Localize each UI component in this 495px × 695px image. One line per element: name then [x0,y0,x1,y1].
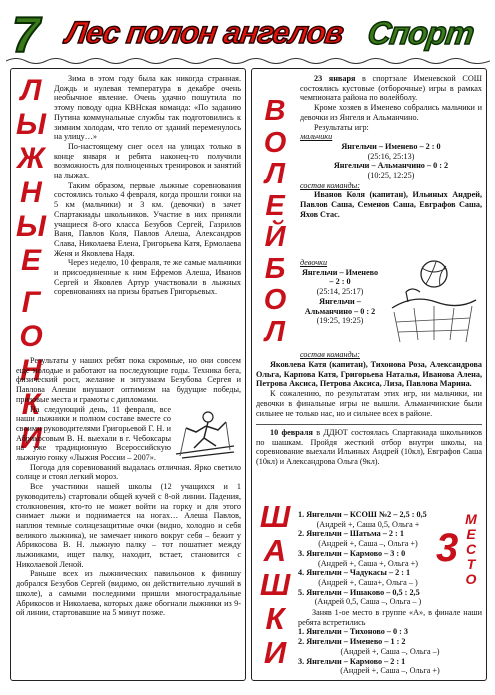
game-detail: (Андрей +, Саша 0,5, Ольга + [316,519,420,529]
volleyball-vertical-heading: В О Л Е Й Б О Л [263,95,287,348]
volleyball-girls-team-text [256,360,482,418]
game-line: 4. Янгельчи – Чадукасы – 2 : 1 [298,568,411,578]
ski-heading-lower: Г О Н К И [19,286,43,455]
volleyball-date: 23 января [314,74,356,83]
results-label: Результаты игр: [314,122,369,132]
ski-text-top [54,74,241,297]
volleyball-intro-2: Кроме хозяев в Именево собрались мальчики и девочки из Янгеля и Альманчино. [300,103,482,122]
girls-game-2: Янгельчи – Альманчино – 0 : 2 [304,296,376,316]
ski-heading-upper: Л Ы Ж Н Ы Е [16,74,46,277]
ski-paragraph: Таким образом, первые лыжные соревнования состоялись только 4 февраля, когда прошли гонки на 5 км (мальчики) и 3 км. (девочки) в зачет Спартакиады школьников. Участие в них приняли учащиеся 8-ого класса Безубов Сергей, Газрилов Ваня, Павлов Коля, Павлов Алеша, Александров Слава, Николаева Елена, Григорьева Катя, Ермолаева Женя и Яковлева Надя. [54,180,241,258]
girls-team: Яковлева Катя (капитан), Тихонова Роза, Александрова Ольга, Карпова Катя, Григорьева Наталья, Иванова Алена, Петрова Аксиса, Петрова Аксиса, Лиза, Павлова Марина. [256,360,482,389]
checkers-intro-text: в ДДЮТ состоялась Спартакиада школьников по шашкам. Пройдя жесткий отбор внутри школы, на соревнование выехали Ильиных Андрей (10кл), Евграфов Саша (10кл) и Александрова Ольга (9кл). [256,428,483,467]
checkers-date: 10 февраля [270,428,313,437]
ski-paragraph: По-настоящему снег осел на улицах только в конце января и ребята наконец-то получили возможность для полноценных тренировок и занятий на лыжах. [54,141,241,181]
checkers-intro [256,428,482,467]
ski-paragraph: Зима в этом году была как никогда странная. Дождь и нулевая температура в декабре очень необычное явление. Очень удачно пошутила по этому поводу одна КВНская команда: «По заданию Путина коммунальные службы так подготовились к зимним холодам, что тепло от зданий переменулось на улицу…» [54,74,241,142]
final-detail: (Андрей +, Саша –, Ольга +) [340,666,440,676]
checkers-games [298,510,438,607]
ski-paragraph: Все участники нашей школы (12 учащихся и 1 руководитель) стартовали общей кучей с 8-ой линии. Падения, столкновения, кто-то не может войти на горку и для этого снимает лыжи и поднимается на ногах… Алеша Павлов, наплюя темные солнцезащитные очки (видно, холодно и себя великого лыжника), не замечает никого вокруг себя – бежит у Абрикосова В. Н. лыжную палку – тот пошатнет между лыжниками, ищет палку, находит, встает, становится с Николаевой Леной. [16,482,241,569]
third-place-badge [436,512,476,592]
ski-paragraph: Результаты у наших ребят пока скромные, но они совсем еще молодые и работают на последующие годы. Техника бега, физический рост, желание и энтузиазм Безубова Сергея и Павлова Алеши внушают оптимизм на будущие победы, призовые места и грамоты с дипломами. [16,356,241,404]
girls-team-label: состав команды: [300,350,360,359]
game-detail: (Андрей 0,5, Саша –, Ольга – ) [314,597,422,607]
ski-paragraph: Через неделю, 10 февраля, те же самые мальчики и присоединенные к ним Ефремов Алеша, Иванов Сергей и Яковлев Артур участвовали в лыжных соревнованиях на призы братьев Григорьевых. [54,258,241,297]
checkers-vertical-heading: Ш А Ш К И [259,499,291,670]
boys-game-2: Янгельчи – Альманчино – 0 : 2 [333,161,449,171]
ski-paragraph: Раньше всех из лыжнических павильонов к финишу добрался Безубов Сергей (видимо, он действительно лучший в школе), а самыми последними пришли многострадальные Абрикосов и Николаева, которых даже обогнали лыжники из 9-ой линии, стартовавшие на 5 минут позже. [16,569,241,618]
newspaper-title: Лес полон ангелов [63,15,346,50]
girls-game-1: Янгельчи – Именево – 2 : 0 [301,267,379,287]
final-line: 1. Янгельчи – Тихоново – 0 : 3 [298,627,408,637]
checkers-finals [298,608,482,676]
girls-game-1-sets: (25:14, 25:17) [316,287,364,297]
ski-paragraph: Погода для соревнований выдалась отличная. Ярко светило солнце и стоял легкий мороз. [16,462,241,482]
issue-number: 7 [12,7,40,63]
final-line: 3. Янгельчи – Кармово – 2 : 1 [298,656,406,666]
game-line: 2. Янгельчи – Шатьма – 2 : 1 [298,529,404,539]
boys-game-1: Янгельчи – Именево – 2 : 0 [341,141,441,151]
final-intro: Заняв 1-ое место в группе «А», в финале наши ребята встретились [298,608,482,627]
game-line: 1. Янгельчи – КСОШ №2 – 2,5 : 0,5 [298,510,427,519]
game-detail: (Андрей +, Саша+, Ольга – ) [318,577,418,587]
boys-team: Иванов Коля (капитан), Ильиных Андрей, Павлов Саша, Семенов Саша, Евграфов Саша, Яхов Стас. [300,190,482,219]
section-divider [256,424,482,425]
final-detail: (Андрей +, Саша –, Ольга –) [340,646,440,656]
header-ornament [6,56,490,66]
game-line: 5. Янгельчи – Ишаково – 0,5 : 2,5 [298,587,420,597]
girls-game-2-sets: (19:25, 19:25) [316,316,364,326]
boys-game-2-sets: (10:25, 12:25) [367,171,415,181]
game-line: 3. Янгельчи – Кармово – 3 : 0 [298,548,406,558]
game-detail: (Андрей +, Саша +, Ольга +) [318,558,418,568]
volleyball-intro [300,74,482,220]
volleyball-illustration [384,256,482,348]
volleyball-outro: К сожалению, по результатам этих игр, ни мальчики, ни девочки в финальные игры не вышли. Альманчинские были сильнее не только нас, но и сильнее всех в районе. [256,389,482,418]
ski-paragraph: На следующий день, 11 февраля, все наши лыжники и полном составе вместе со своими руководителями Григорьевой Г. Н. и Абрикосовым В. Н. выехали в г. Чебоксары на уже традиционную Всероссийскую лыжную гонку «Лыжня России – 2007». [16,404,171,463]
place-number: 3 [436,526,459,570]
boys-team-label: состав команды: [300,180,360,190]
ski-text-bottom [16,356,241,618]
boys-label: мальчики [300,132,333,142]
girls-label: девочки [300,258,328,267]
skier-illustration [172,408,238,462]
volleyball-intro-text: в спортзале Именевской СОШ состоялись кустовые (отборочные) игры в рамках чемпионата района по волейболу. [300,74,483,103]
masthead [0,0,495,72]
section-rubric: Спорт [365,15,476,51]
girls-results [300,258,380,326]
boys-game-1-sets: (25:16, 25:13) [367,151,415,161]
game-detail: (Андрей +, Саша –, Ольга +) [318,539,418,549]
final-line: 2. Янгельчи – Именево – 1 : 2 [298,637,406,647]
volleyball-girls-team [300,350,482,360]
place-word: М Е С Т О [465,511,477,587]
